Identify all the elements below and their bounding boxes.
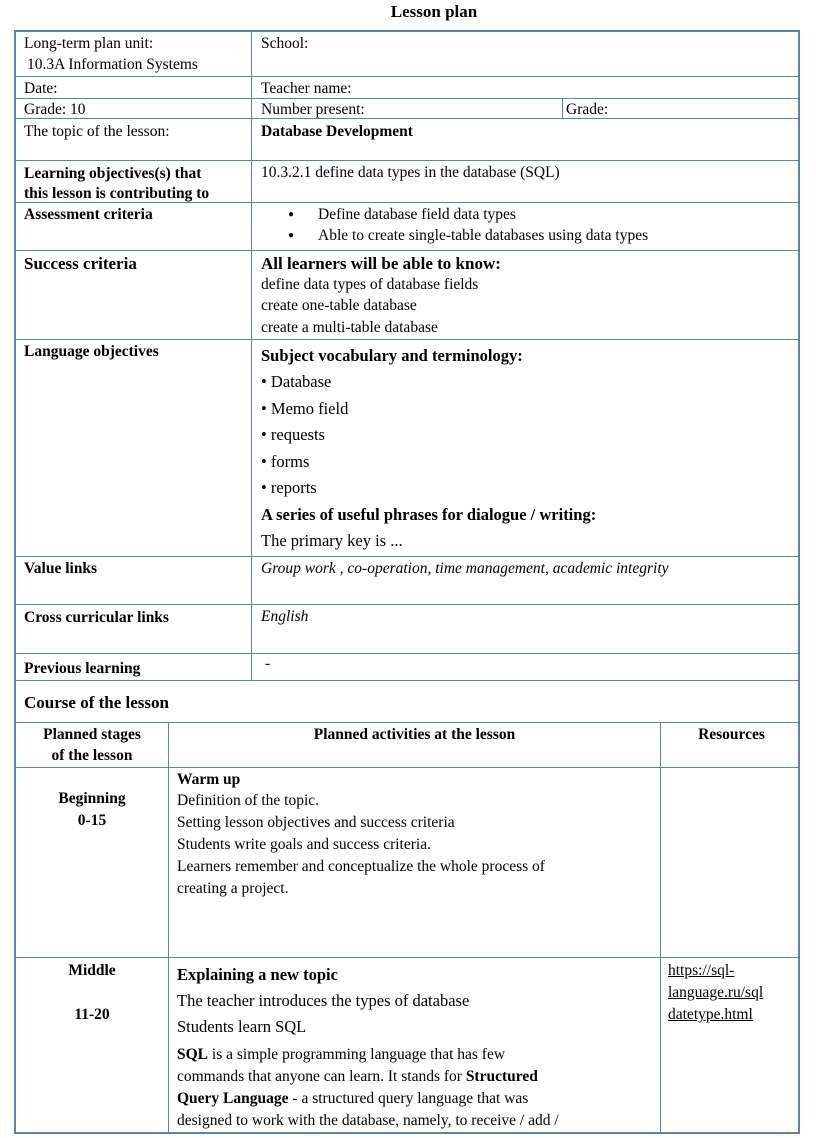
unit-label: Long-term plan unit: <box>24 35 154 52</box>
unit-value: 10.3A Information Systems <box>27 56 198 73</box>
assessment-item: ● Define database field data types <box>318 204 516 225</box>
sql-term: SQL <box>177 1046 209 1063</box>
warmup-line: Setting lesson objectives and success criteria <box>177 814 455 831</box>
col-stages-line2: of the lesson <box>51 747 133 764</box>
vocab-heading: Subject vocabulary and terminology: <box>261 346 523 365</box>
number-present-label: Number present: <box>261 101 365 118</box>
sql-text: - a structured query language that was <box>288 1090 529 1107</box>
warmup-line: creating a project. <box>177 880 289 897</box>
cross-curricular-text: English <box>261 608 309 625</box>
vocab-item: • forms <box>261 452 310 471</box>
objectives-label-line2: this lesson is contributing to <box>24 185 210 202</box>
sql-term: Structured <box>465 1068 538 1085</box>
sql-paragraph-line <box>177 1044 505 1065</box>
date-label: Date: <box>24 80 58 97</box>
phrases-heading: A series of useful phrases for dialogue / writing: <box>261 505 597 524</box>
value-links-text: Group work , co-operation, time management, academic integrity <box>261 560 669 577</box>
objectives-value: 10.3.2.1 define data types in the database (SQL) <box>261 164 560 181</box>
objectives-label-line1: Learning objectives(s) that <box>24 165 202 182</box>
vocab-item: • reports <box>261 478 317 497</box>
sql-paragraph-line <box>177 1066 538 1087</box>
middle-stage: Middle <box>68 962 116 979</box>
success-label: Success criteria <box>24 254 137 273</box>
warmup-line: Definition of the topic. <box>177 792 320 809</box>
col-stages-line1: Planned stages <box>43 726 141 743</box>
grade-right-label: Grade: <box>566 101 609 118</box>
teacher-label: Teacher name: <box>261 80 352 97</box>
beginning-time: 0-15 <box>77 812 107 829</box>
warmup-heading: Warm up <box>177 771 241 788</box>
topic-label: The topic of the lesson: <box>24 123 170 140</box>
cross-curricular-label: Cross curricular links <box>24 609 169 626</box>
vocab-item: • Database <box>261 372 332 391</box>
col-resources: Resources <box>698 726 765 743</box>
success-heading: All learners will be able to know: <box>261 254 501 273</box>
success-item: define data types of database fields <box>261 276 479 293</box>
warmup-line: Learners remember and conceptualize the whole process of <box>177 858 545 875</box>
topic-value: Database Development <box>261 123 413 140</box>
sql-text: is a simple programming language that has few <box>208 1046 506 1063</box>
previous-learning-label: Previous learning <box>24 660 141 677</box>
sql-term: Query Language <box>177 1090 289 1107</box>
assessment-label: Assessment criteria <box>24 206 153 223</box>
success-item: create a multi-table database <box>261 319 438 336</box>
success-item: create one-table database <box>261 297 417 314</box>
previous-learning-value: - <box>265 655 271 672</box>
resource-link-line[interactable]: language.ru/sql <box>668 984 764 1001</box>
sql-paragraph-line <box>177 1088 528 1109</box>
phrase-item: The primary key is ... <box>261 531 403 550</box>
explain-line: Students learn SQL <box>177 1017 307 1036</box>
vocab-item: • Memo field <box>261 399 349 418</box>
resource-link-line[interactable]: datetype.html <box>668 1006 753 1023</box>
page-title: Lesson plan <box>390 2 478 21</box>
grade-label: Grade: 10 <box>24 101 86 118</box>
warmup-line: Students write goals and success criteria. <box>177 836 431 853</box>
lesson-plan-table <box>14 30 800 1134</box>
assessment-item: ● Able to create single-table databases using data types <box>318 225 648 246</box>
explain-line: The teacher introduces the types of database <box>177 991 470 1010</box>
language-label: Language objectives <box>24 343 159 360</box>
explain-heading: Explaining a new topic <box>177 965 338 984</box>
sql-text: commands that anyone can learn. It stands for <box>177 1068 466 1085</box>
sql-paragraph-line: designed to work with the database, namely, to receive / add / <box>177 1112 559 1129</box>
middle-time: 11-20 <box>74 1006 110 1023</box>
value-links-label: Value links <box>24 560 98 577</box>
school-label: School: <box>261 35 309 52</box>
course-heading: Course of the lesson <box>24 693 169 712</box>
resource-link-line[interactable]: https://sql- <box>668 962 735 979</box>
beginning-stage: Beginning <box>58 790 126 807</box>
col-activities: Planned activities at the lesson <box>313 726 516 743</box>
vocab-item: • requests <box>261 425 325 444</box>
